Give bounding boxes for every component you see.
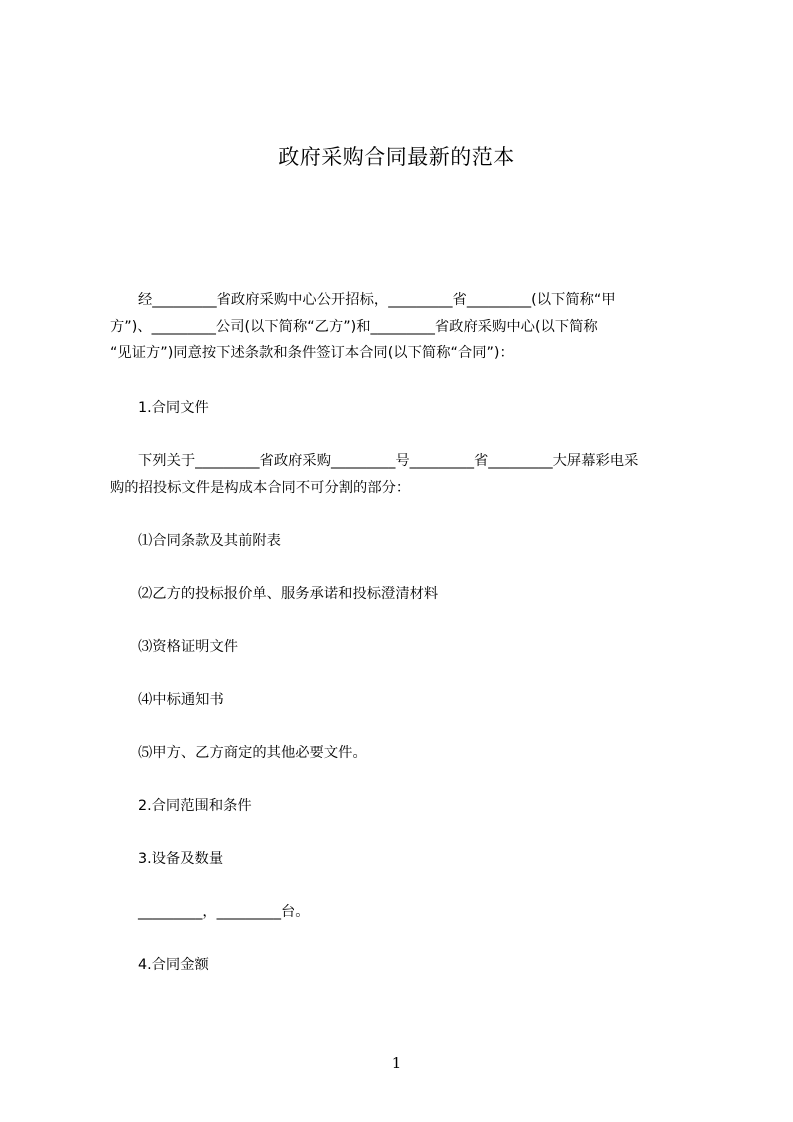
list-item: ⑷中标通知书 (138, 692, 224, 708)
section-3-heading: 3.设备及数量 (138, 851, 224, 867)
section-1-line-2: 购的招投标文件是构成本合同不可分割的部分： (110, 479, 411, 496)
intro-line-3 (110, 340, 710, 367)
intro-line-1-text: 经_________省政府采购中心公开招标，_________省_________(以下简称“甲 (138, 292, 616, 308)
intro-line-2 (110, 314, 710, 341)
section-1-heading: 1.合同文件 (138, 400, 209, 416)
intro-line-2-text: 方”)、_________公司(以下简称“乙方”)和_________省政府采购中心(以下简称 (110, 318, 598, 335)
section-2-heading: 2.合同范围和条件 (138, 798, 252, 814)
list-item: ⑵乙方的投标报价单、服务承诺和投标澄清材料 (138, 586, 439, 602)
list-item: ⑴合同条款及其前附表 (138, 533, 281, 549)
page-number: 1 (391, 1054, 402, 1072)
intro-line-3-text: “见证方”)同意按下述条款和条件签订本合同(以下简称“合同”)： (110, 345, 514, 362)
document-title: 政府采购合同最新的范本 (278, 145, 515, 169)
list-item: ⑸甲方、乙方商定的其他必要文件。 (138, 745, 367, 761)
intro-line-1 (110, 287, 710, 314)
list-item: ⑶资格证明文件 (138, 639, 239, 655)
section-4-heading: 4.合同金额 (138, 957, 209, 973)
intro-paragraph (110, 287, 710, 367)
section-1-body (110, 448, 710, 501)
section-1-line-1: 下列关于_________省政府采购_________号_________省_________大屏幕彩电采 (138, 453, 639, 469)
section-3-body: _________，_________台。 (138, 904, 310, 920)
